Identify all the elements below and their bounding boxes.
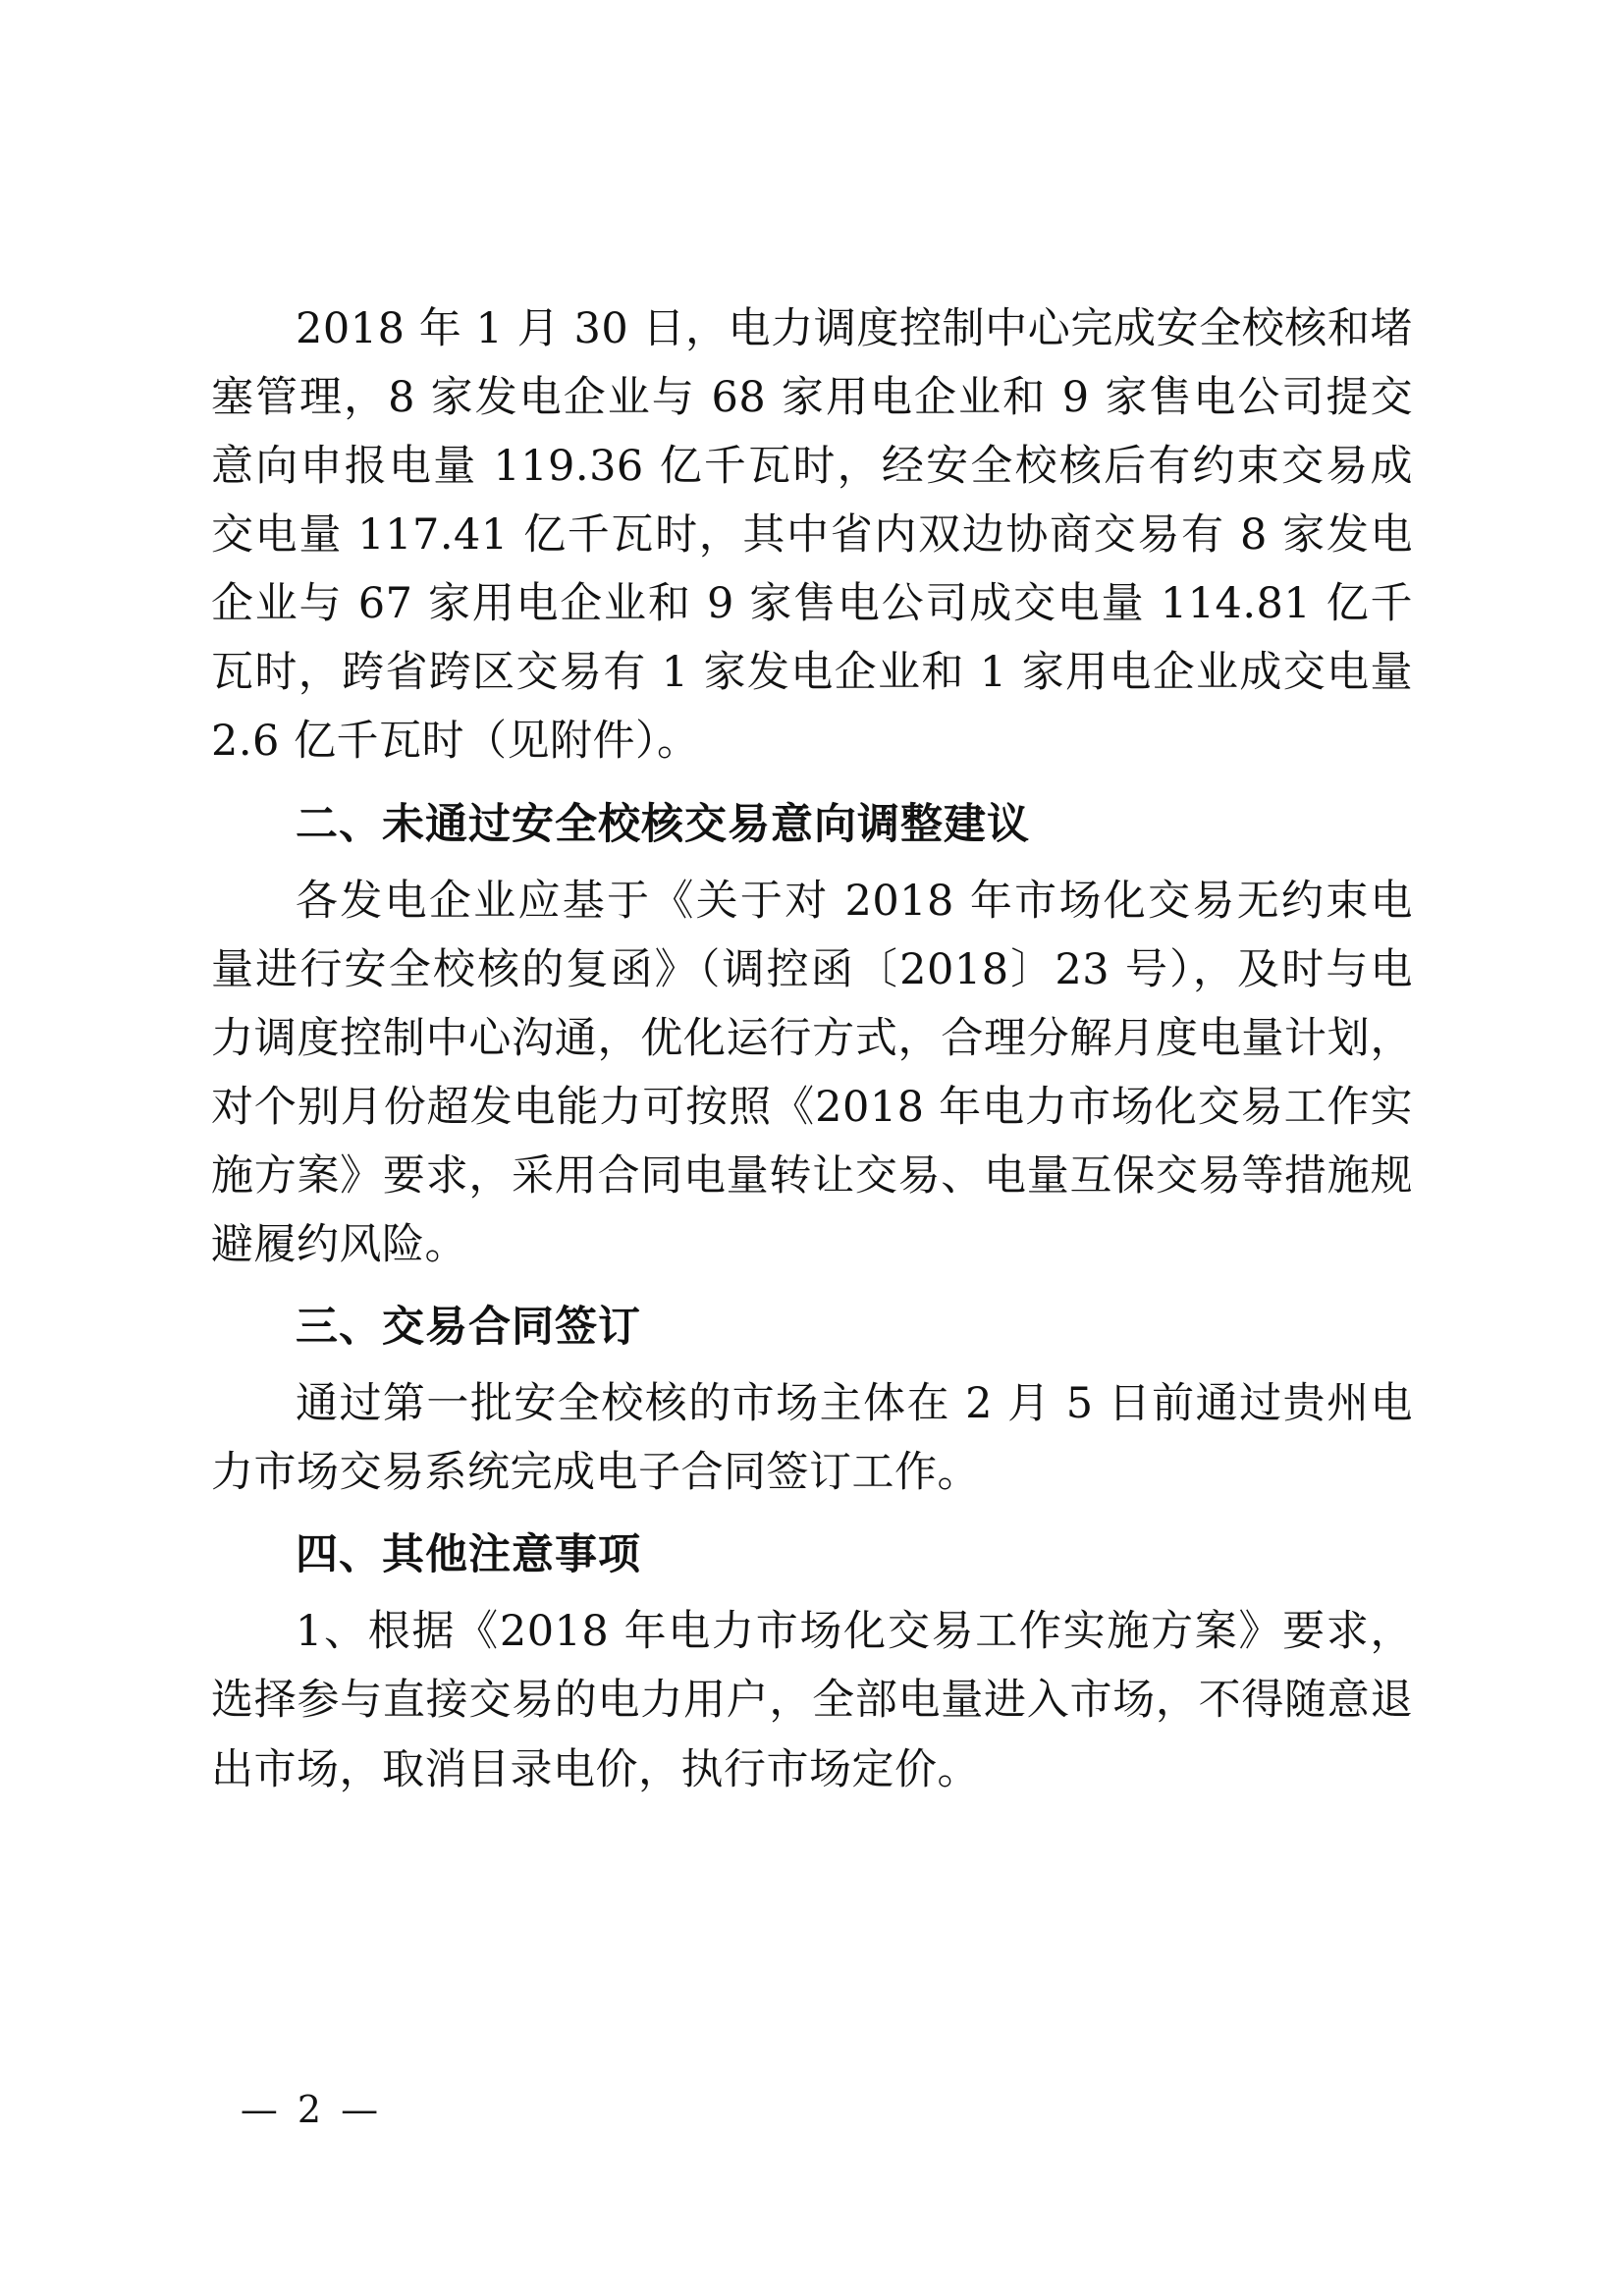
paragraph-contract-signing: 通过第一批安全校核的市场主体在 2 月 5 日前通过贵州电力市场交易系统完成电子合同签订工作。: [211, 1379, 1413, 1498]
heading-section-two: 二、未通过安全校核交易意向调整建议: [296, 799, 1030, 849]
paragraph-security-check-result: 2018 年 1 月 30 日，电力调度控制中心完成安全校核和堵塞管理，8 家发电企业与 68 家用电企业和 9 家售电公司提交意向申报电量 119.36 亿千瓦时，经安全校核后有约束交易成交电量 117.41 亿千瓦时，其中省内双边协商交易有 8 家发电企业与 67 家用电企业和 9 家售电公司成交电量 114.81 亿千瓦时，跨省跨区交易有 1 家发电企业和 1 家用电企业成交电量 2.6 亿千瓦时（见附件）。: [211, 304, 1413, 767]
paragraph-note-item-1: 1、根据《2018 年电力市场化交易工作实施方案》要求，选择参与直接交易的电力用户，全部电量进入市场，不得随意退出市场，取消目录电价，执行市场定价。: [211, 1607, 1413, 1794]
page-footer: [0, 2088, 1624, 2131]
heading-section-three: 三、交易合同签订: [296, 1303, 641, 1353]
page-number: — 2 —: [240, 2088, 383, 2131]
document-body: [211, 294, 1413, 1804]
heading-section-four: 四、其他注意事项: [296, 1530, 641, 1580]
paragraph-adjustment-advice: 各发电企业应基于《关于对 2018 年市场化交易无约束电量进行安全校核的复函》（调控函〔2018〕23 号），及时与电力调度控制中心沟通，优化运行方式，合理分解月度电量计划，对个别月份超发电能力可按照《2018 年电力市场化交易工作实施方案》要求，采用合同电量转让交易、电量互保交易等措施规避履约风险。: [211, 876, 1413, 1270]
